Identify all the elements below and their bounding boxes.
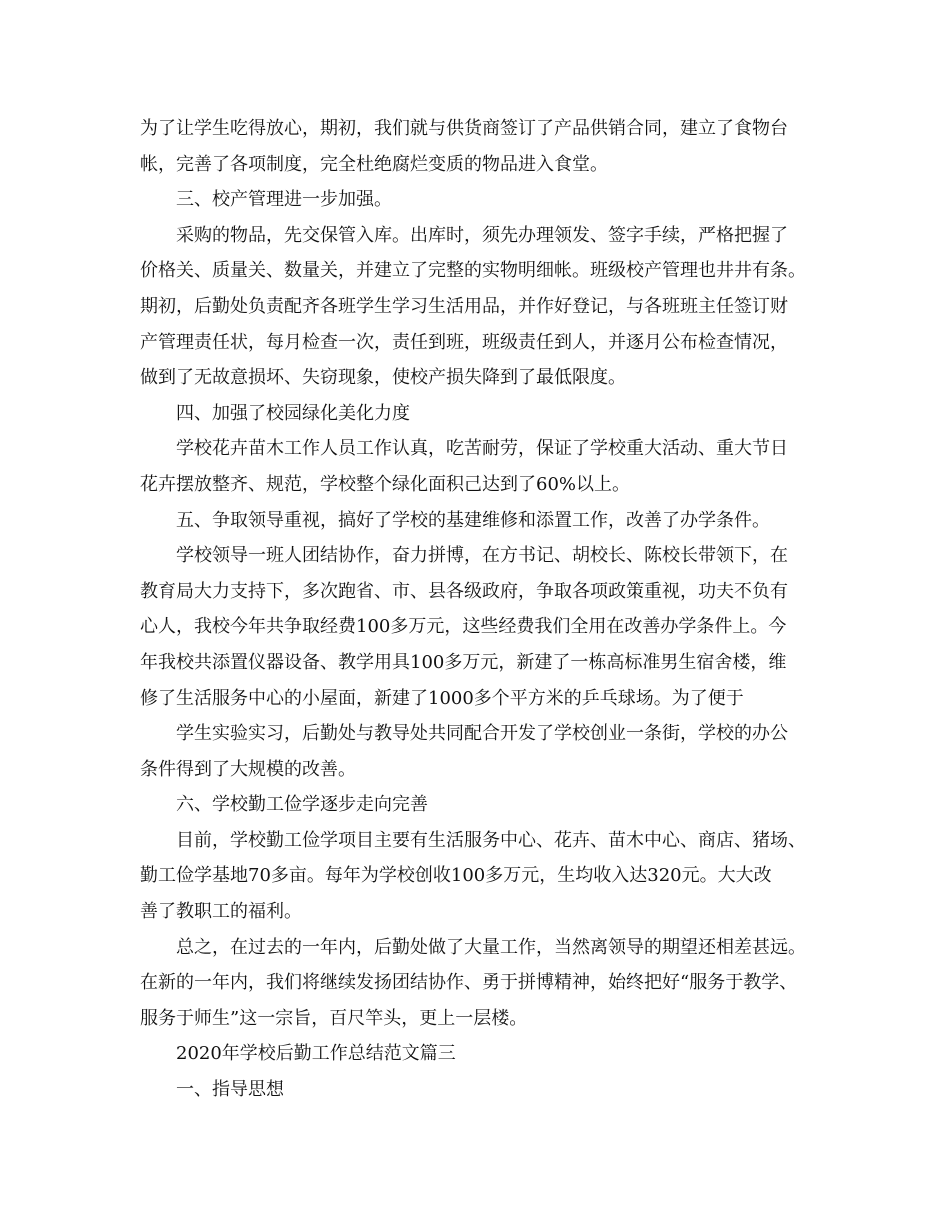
text-line: 产管理责任状，每月检查一次，责任到班，班级责任到人，并逐月公布检查情况， bbox=[140, 331, 788, 353]
text-line: 采购的物品，先交保管入库。出库时，须先办理领发、签字手续，严格把握了 bbox=[176, 224, 788, 246]
text-line: 善了教职工的福利。 bbox=[140, 901, 302, 923]
article-title: 2020年学校后勤工作总结范文篇三 bbox=[176, 1043, 456, 1065]
section-heading-5: 五、争取领导重视，搞好了学校的基建维修和添置工作，改善了办学条件。 bbox=[176, 509, 770, 531]
text-line: 修了生活服务中心的小屋面，新建了1000多个平方米的乒乓球场。为了便于 bbox=[140, 687, 744, 709]
text-line: 总之，在过去的一年内，后勤处做了大量工作，当然离领导的期望还相差甚远。 bbox=[176, 936, 806, 958]
text-line: 勤工俭学基地70多亩。每年为学校创收100多万元，生均收入达320元。大大改 bbox=[140, 865, 772, 887]
section-heading-6: 六、学校勤工俭学逐步走向完善 bbox=[176, 794, 428, 816]
section-heading-1: 一、指导思想 bbox=[176, 1079, 284, 1101]
text-line: 教育局大力支持下，多次跑省、市、县各级政府，争取各项政策重视，功夫不负有 bbox=[140, 580, 788, 602]
text-line: 学校花卉苗木工作人员工作认真，吃苦耐劳，保证了学校重大活动、重大节日 bbox=[176, 438, 788, 460]
text-line: 条件得到了大规模的改善。 bbox=[140, 758, 356, 780]
text-line: 心人，我校今年共争取经费100多万元，这些经费我们全用在改善办学条件上。今 bbox=[140, 616, 787, 638]
text-line: 学生实验实习，后勤处与教导处共同配合开发了学校创业一条街，学校的办公 bbox=[176, 723, 788, 745]
text-line: 服务于师生”这一宗旨，百尺竿头，更上一层楼。 bbox=[140, 1007, 528, 1029]
section-heading-3: 三、校产管理进一步加强。 bbox=[176, 189, 392, 211]
text-line: 学校领导一班人团结协作，奋力拼博，在方书记、胡校长、陈校长带领下，在 bbox=[176, 545, 788, 567]
text-line: 帐，完善了各项制度，完全杜绝腐烂变质的物品进入食堂。 bbox=[140, 153, 608, 175]
text-line: 年我校共添置仪器设备、教学用具100多万元，新建了一栋高标准男生宿舍楼，维 bbox=[140, 651, 787, 673]
section-heading-4: 四、加强了校园绿化美化力度 bbox=[176, 402, 410, 424]
text-line: 花卉摆放整齐、规范，学校整个绿化面积己达到了60%以上。 bbox=[140, 473, 631, 495]
document-body bbox=[140, 111, 830, 1108]
text-line: 期初，后勤处负责配齐各班学生学习生活用品，并作好登记，与各班班主任签订财 bbox=[140, 295, 788, 317]
text-line: 在新的一年内，我们将继续发扬团结协作、勇于拼博精神，始终把好“服务于教学、 bbox=[140, 972, 798, 994]
text-line: 价格关、质量关、数量关，并建立了完整的实物明细帐。班级校产管理也井井有条。 bbox=[140, 260, 806, 282]
text-line: 为了让学生吃得放心，期初，我们就与供货商签订了产品供销合同，建立了食物台 bbox=[140, 118, 788, 139]
text-line: 做到了无故意损坏、失窃现象，使校产损失降到了最低限度。 bbox=[140, 367, 626, 389]
text-line: 目前，学校勤工俭学项目主要有生活服务中心、花卉、苗木中心、商店、猪场、 bbox=[176, 829, 806, 851]
